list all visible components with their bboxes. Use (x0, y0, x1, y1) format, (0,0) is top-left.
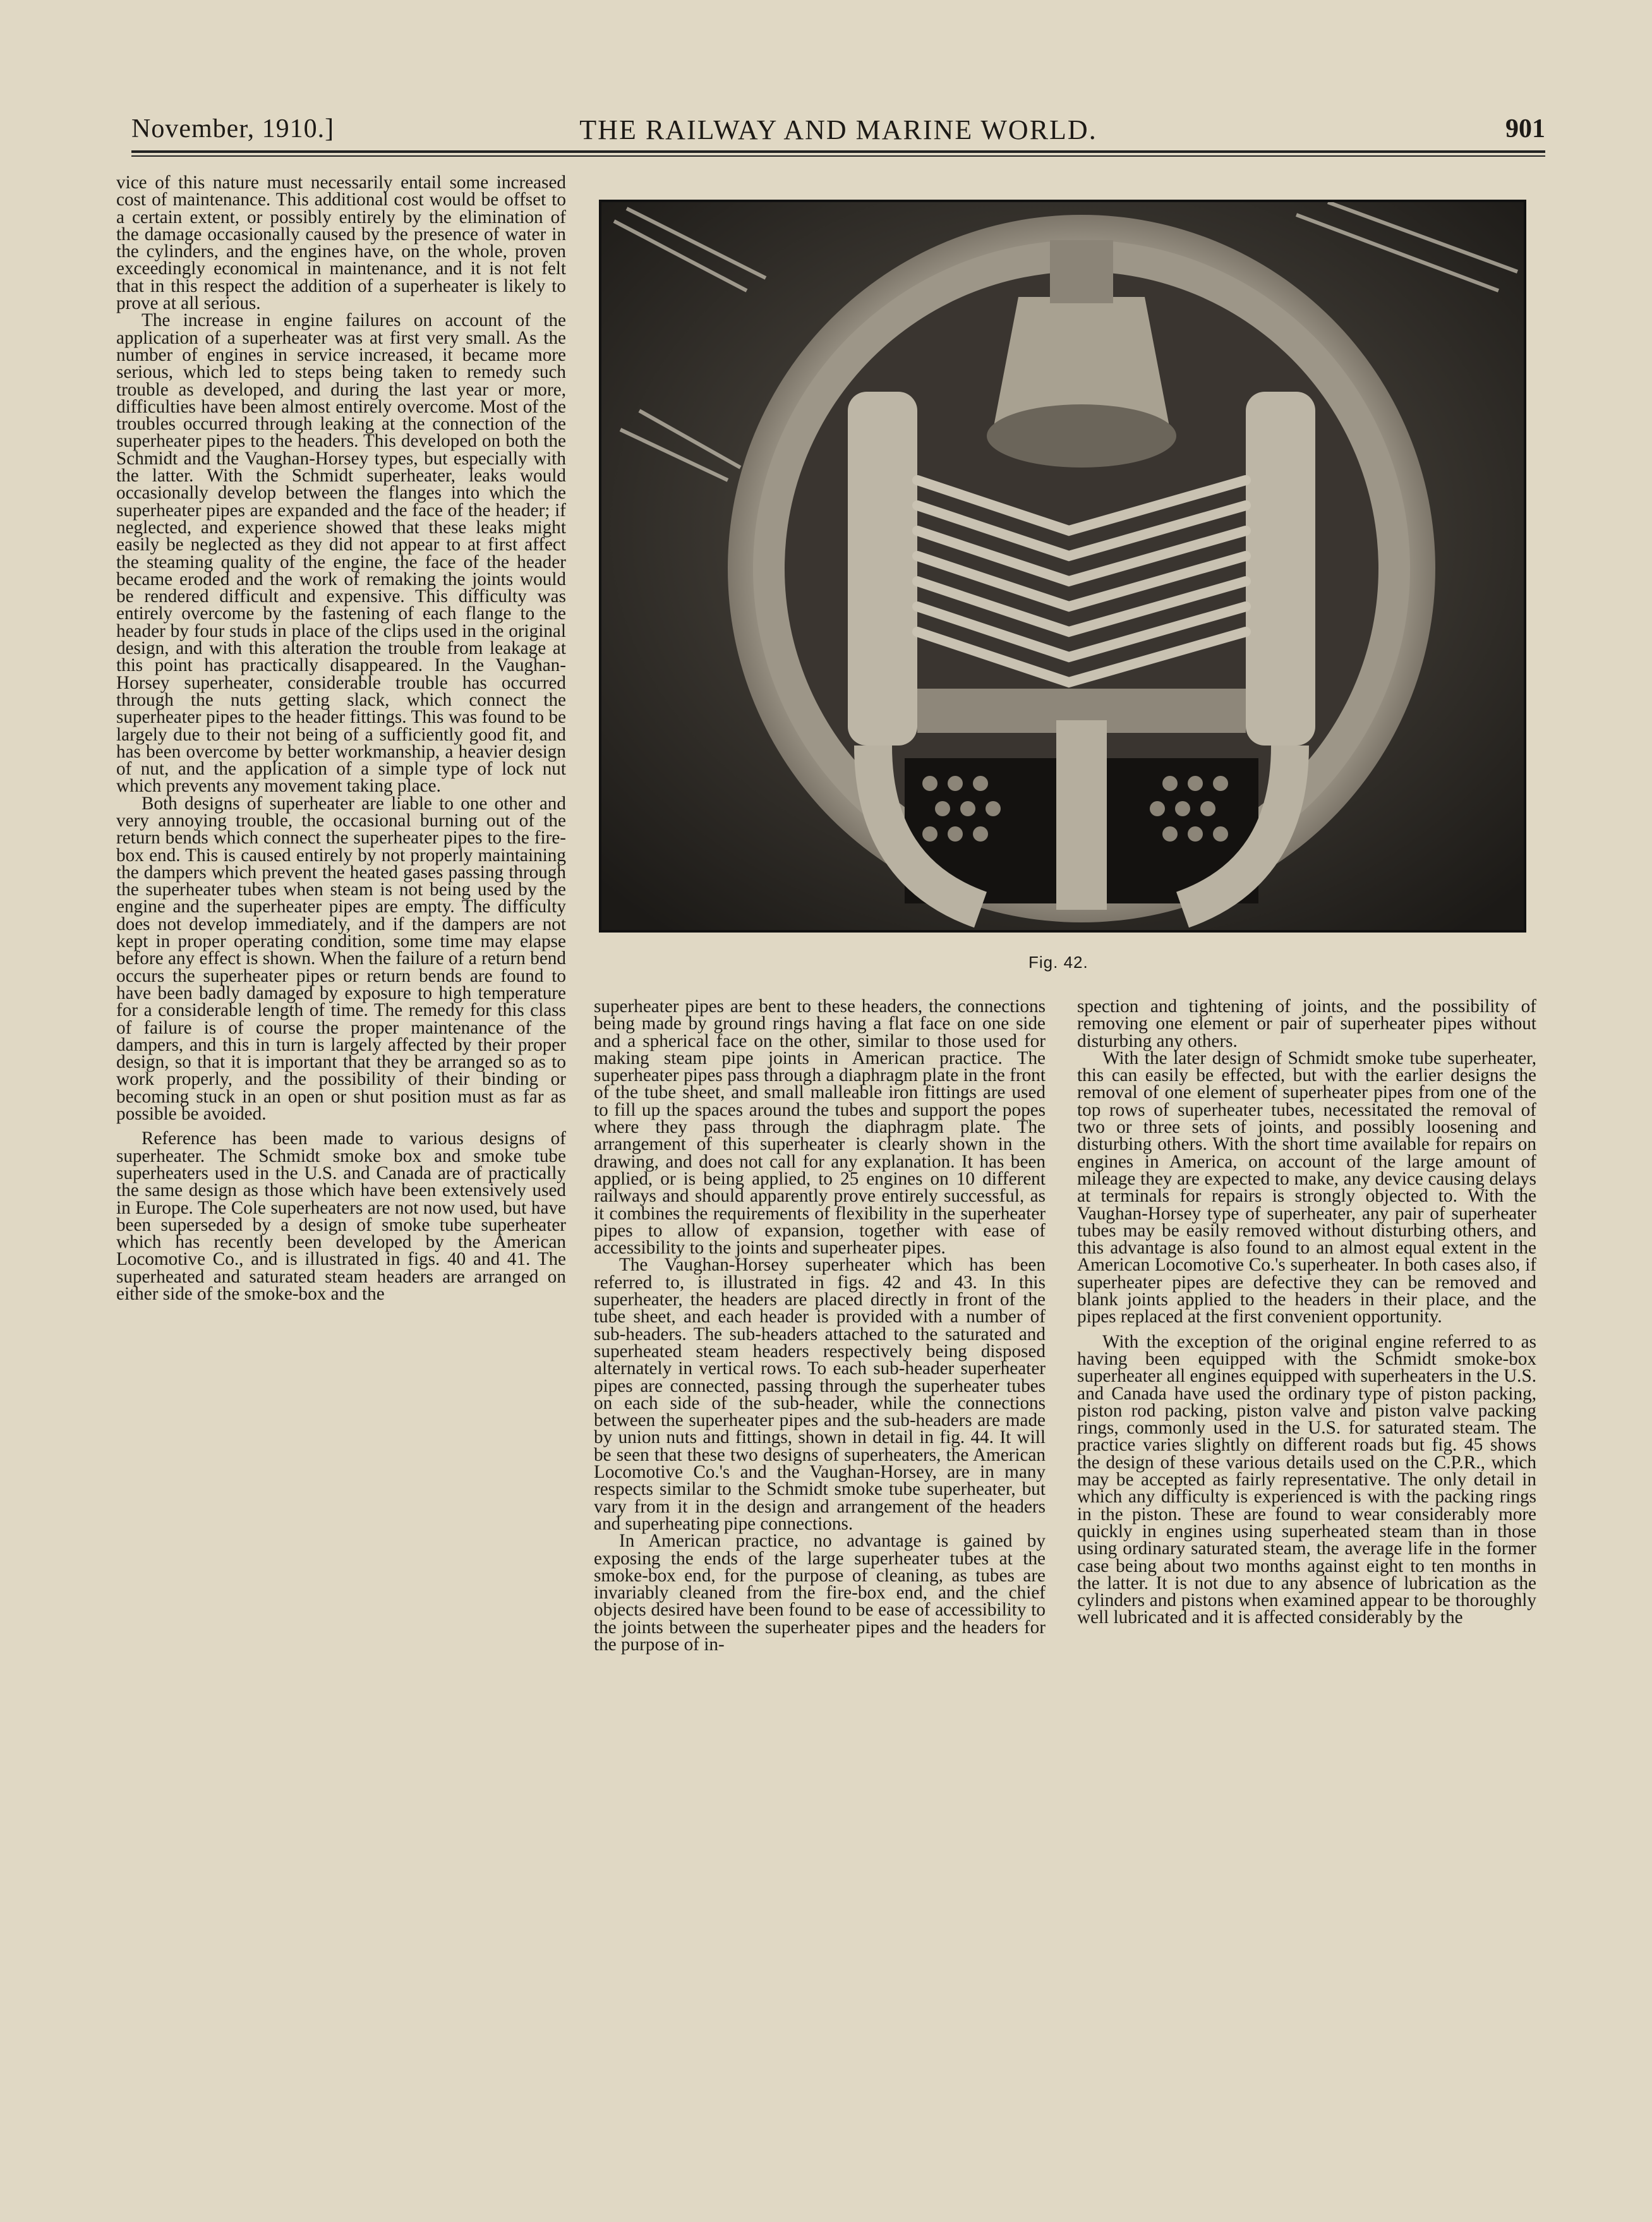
header-rule-thin (131, 155, 1545, 157)
column-2 (594, 998, 1046, 1653)
journal-title: THE RAILWAY AND MARINE WORLD. (579, 114, 1097, 145)
paragraph: The Vaughan-Horsey superheater which has been referred to, is illustrated in figs. 42 and 43. In this superheater, the headers are placed directly in front of the tube sheet, and each header is provided with a number of sub-headers. The sub-headers attached to the saturated and superheated steam headers respectively being disposed alternately in vertical rows. To each sub-header superheater pipes are connected, passing through the superheater tubes on each side of the sub-header, while the connections between the superheater pipes and the sub-headers are made by union nuts and fittings, shown in detail in fig. 44. It will be seen that these two designs of superheaters, the American Locomotive Co.'s and the Vaughan-Horsey, are in many respects similar to the Schmidt smoke tube superheater, but vary from it in the design and arrangement of the headers and superheating pipe connections. (594, 1255, 1046, 1534)
running-header (131, 109, 1545, 153)
page-number: 901 (1505, 114, 1545, 143)
figure-caption: Fig. 42. (1028, 953, 1088, 972)
column-1 (116, 174, 566, 1303)
paragraph: Both designs of superheater are liable to one other and very annoying trouble, the occasional burning out of the return bends which connect the superheater pipes to the fire-box end. This is caused entirely by not properly maintaining the dampers which prevent the heated gases passing through the superheater tubes when steam is not being used by the engine and the superheater pipes are empty. The difficulty does not develop immediately, and if the dampers are not kept in proper operating condition, some time may elapse before any effect is shown. When the failure of a return bend occurs the superheater pipes or return bends are found to have been badly damaged by exposure to high temperature for a considerable length of time. The remedy for this class of failure is of course the proper maintenance of the dampers, and this in turn is largely affected by their proper design, so that it is important that they be arranged so as to work properly, and the possibility of their binding or becoming stuck in an open or shut position must as far as possible be avoided. (116, 793, 566, 1125)
paragraph: The increase in engine failures on account of the application of a superheater was at first very small. As the number of engines in service increased, it became more serious, which led to steps being taken to remedy such trouble as developed, and during the last year or more, difficulties have been almost entirely overcome. Most of the troubles occurred through leaking at the connection of the superheater pipes to the headers. This developed on both the Schmidt and the Vaughan-Horsey types, but especially with the latter. With the Schmidt superheater, leaks would occasionally develop between the flanges into which the superheater pipes are expanded and the face of the header; if neglected, and experience showed that these leaks might easily be neglected as they did not appear to at first affect the steaming quality of the engine, the face of the header became eroded and the work of remaking the joints would be rendered difficult and expensive. This difficulty was entirely overcome by the fastening of each flange to the header by four studs in place of the clips used in the original design, and with this alteration the trouble from leakage at this point has practically disappeared. In the Vaughan-Horsey superheater, considerable trouble has occurred through the nuts getting slack, which connect the superheater pipes to the header fittings. This was found to be largely due to their not being of a sufficiently good fit, and has been overcome by better workmanship, a heavier design of nut, and the application of a simple type of lock nut which prevents any movement taking place. (116, 310, 566, 797)
header-rule (131, 150, 1545, 153)
issue-date: November, 1910.] (131, 114, 335, 143)
paragraph: spection and tightening of joints, and the possibility of removing one element or pair of superheater pipes without disturbing any others. (1077, 996, 1536, 1051)
paragraph: superheater pipes are bent to these headers, the connections being made by ground rings having a flat face on one side and a spherical face on the other, similar to those used for making steam pipe joints in American practice. The superheater pipes pass through a diaphragm plate in the front of the tube sheet, and small malleable iron fittings are used to fill up the spaces around the tubes and support the popes where they pass through the diaphragm plate. The arrangement of this superheater is clearly shown in the drawing, and does not call for any explanation. It has been applied, or is being applied, to 25 engines on 10 different railways and should apparently prove entirely successful, as it combines the requirements of flexibility in the superheater pipes to allow of expansion, together with ease of accessibility to the joints and superheater pipes. (594, 996, 1046, 1259)
paragraph: vice of this nature must necessarily entail some increased cost of maintenance. This additional cost would be offset to a certain extent, or possibly entirely by the elimination of the damage occasionally caused by the presence of water in the cylinders, and the engines have, on the whole, proven exceedingly economical in maintenance, and it is not felt that in this respect the addition of a superheater is likely to prove at all serious. (116, 172, 566, 314)
figure-photo-superheater (599, 200, 1526, 933)
smokebox-photo (601, 202, 1524, 930)
column-3 (1077, 998, 1536, 1627)
paragraph: With the exception of the original engine referred to as having been equipped with the Schmidt smoke-box superheater all engines equipped with superheaters in the U.S. and Canada have used the ordinary type of piston packing, piston rod packing, piston valve and piston valve packing rings, commonly used in the U.S. for saturated steam. The practice varies slightly on different roads but fig. 45 shows the design of these various details used on the C.P.R., which may be accepted as fairly representative. The only detail in which any difficulty is experienced is with the packing rings in the piston. These are found to wear considerably more quickly in engines using superheated steam than in those using ordinary saturated steam, the average life in the former case being about two months against eight to ten months in the latter. It is not due to any absence of lubrication as the cylinders and pistons when examined appear to be thoroughly well lubricated and it is affected considerably by the (1077, 1331, 1536, 1628)
paragraph: Reference has been made to various designs of superheater. The Schmidt smoke box and smoke tube superheaters used in the U.S. and Canada are of practically the same design as those which have been extensively used in Europe. The Cole superheaters are not now used, but have been superseded by a design of smoke tube superheater which has recently been developed by the American Locomotive Co., and is illustrated in figs. 40 and 41. The superheated and saturated steam headers are arranged on either side of the smoke-box and the (116, 1128, 566, 1304)
paragraph: With the later design of Schmidt smoke tube superheater, this can easily be effected, but with the earlier designs the removal of one element of superheater pipes from one of the top rows of superheater tubes, necessitated the removal of two or three sets of joints, and possibly loosening and disturbing others. With the short time available for repairs on engines in America, on account of the large amount of mileage they are expected to make, any device causing delays at terminals for repairs is strongly objected to. With the Vaughan-Horsey type of superheater, any pair of superheater tubes may be easily removed without disturbing others, and this advantage is also found to an almost equal extent in the American Locomotive Co.'s superheater. In both cases also, if superheater pipes are defective they can be removed and blank joints applied to the headers in their place, and the pipes replaced at the first convenient opportunity. (1077, 1048, 1536, 1327)
paragraph: In American practice, no advantage is gained by exposing the ends of the large superheater tubes at the smoke-box end, for the purpose of cleaning, as tubes are invariably cleaned from the fire-box end, and the chief objects desired have been found to be ease of accessibility to the joints between the superheater pipes and the headers for the purpose of in- (594, 1531, 1046, 1655)
